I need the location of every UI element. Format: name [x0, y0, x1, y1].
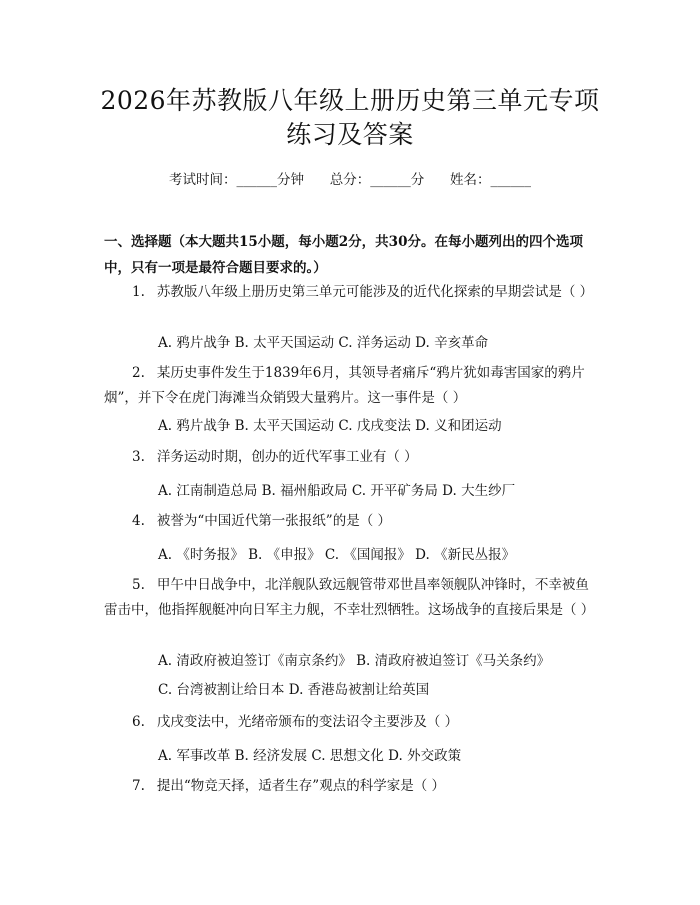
question-4-options: A. 《时务报》 B. 《申报》 C. 《国闻报》 D. 《新民丛报》: [158, 547, 516, 563]
section-heading: 一、选择题（本大题共15小题，每小题2分，共30分。在每小题列出的四个选项中，只有一项是最符合题目要求的。）: [104, 234, 583, 276]
question-number: 6.: [132, 714, 145, 730]
question-number: 4.: [132, 513, 145, 529]
question-text: 某历史事件发生于1839年6月，其领导者痛斥“鸦片犹如毒害国家的鸦片烟”，并下令在虎门海滩当众销毁大量鸦片。这一事件是（ ）: [104, 365, 585, 406]
exam-meta-line: 考试时间：______分钟 总分：______分 姓名：______: [169, 172, 531, 188]
page-title-line-1: 2026年苏教版八年级上册历史第三单元专项: [100, 86, 600, 115]
question-1: [104, 280, 600, 305]
question-number: 3.: [132, 449, 145, 465]
question-number: 2.: [132, 365, 145, 381]
question-text: 洋务运动时期，创办的近代军事工业有（ ）: [156, 449, 418, 465]
question-1-options: A. 鸦片战争 B. 太平天国运动 C. 洋务运动 D. 辛亥革命: [158, 335, 489, 351]
question-number: 7.: [132, 778, 145, 794]
question-5-options-line-2: C. 台湾被割让给日本 D. 香港岛被割让给英国: [158, 682, 430, 698]
question-2: [104, 361, 600, 411]
question-2-options: A. 鸦片战争 B. 太平天国运动 C. 戊戌变法 D. 义和团运动: [158, 418, 502, 434]
page-title-line-2: 练习及答案: [286, 120, 414, 149]
question-number: 1.: [132, 284, 145, 300]
question-4: [104, 509, 600, 534]
question-5: [104, 573, 600, 623]
question-text: 甲午中日战争中，北洋舰队致远舰管带邓世昌率领舰队冲锋时，不幸被鱼雷击中，他指挥舰艇冲向日军主力舰，不幸壮烈牺牲。这场战争的直接后果是（ ）: [104, 577, 595, 618]
question-3-options: A. 江南制造总局 B. 福州船政局 C. 开平矿务局 D. 大生纱厂: [158, 483, 516, 499]
question-6-options: A. 军事改革 B. 经济发展 C. 思想文化 D. 外交政策: [158, 748, 462, 764]
question-6: [104, 710, 600, 735]
question-text: 被誉为“中国近代第一张报纸”的是（ ）: [156, 513, 391, 529]
question-number: 5.: [132, 577, 145, 593]
question-5-options-line-1: A. 清政府被迫签订《南京条约》 B. 清政府被迫签订《马关条约》: [158, 653, 551, 669]
question-text: 提出“物竞天择，适者生存”观点的科学家是（ ）: [156, 778, 445, 794]
question-3: [104, 445, 600, 470]
question-text: 戊戌变法中，光绪帝颁布的变法诏令主要涉及（ ）: [156, 714, 459, 730]
question-7: [104, 774, 600, 799]
question-text: 苏教版八年级上册历史第三单元可能涉及的近代化探索的早期尝试是（ ）: [156, 284, 594, 300]
